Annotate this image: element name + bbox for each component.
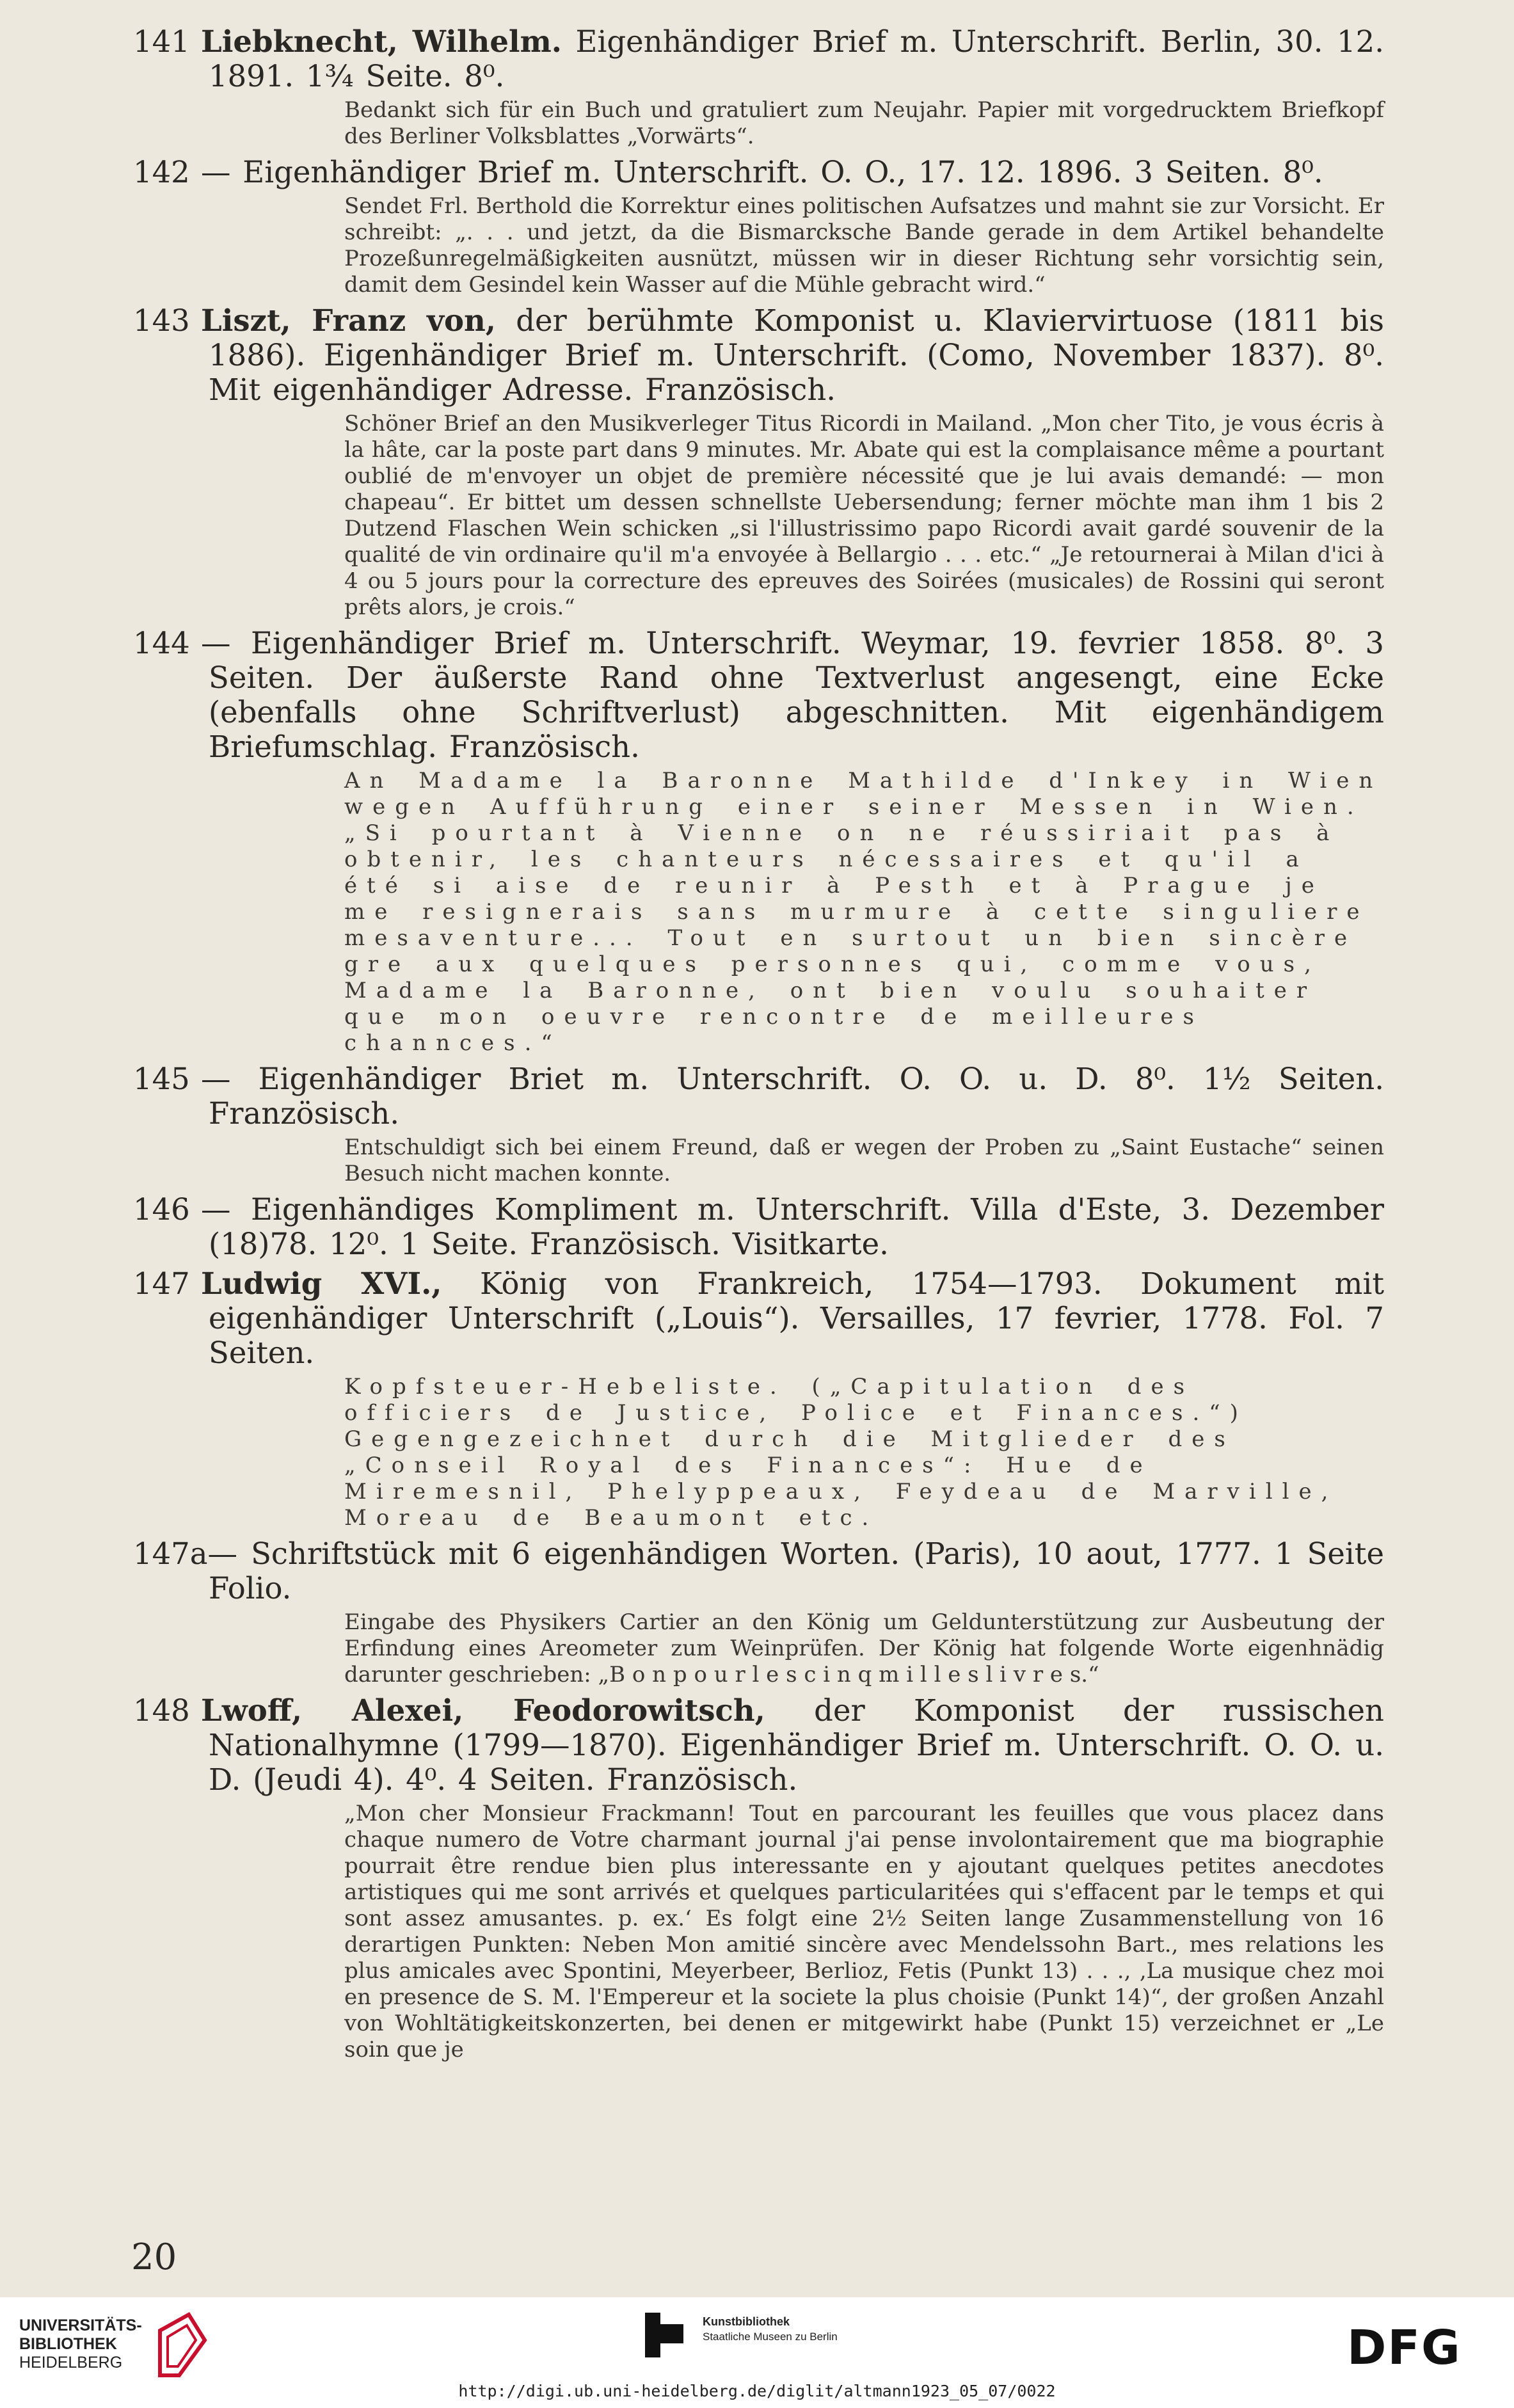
entry-number: 148 xyxy=(133,1693,190,1728)
catalog-entry-143 xyxy=(133,303,1384,621)
catalog-entry-141 xyxy=(133,24,1384,150)
catalog-entry-142 xyxy=(133,155,1384,298)
catalog-entry-146 xyxy=(133,1192,1384,1261)
entry-name: Liebknecht, Wilhelm. xyxy=(201,24,562,59)
entry-name: Lwoff, Alexei, Feodorowitsch, xyxy=(201,1693,765,1728)
entry-number: 145 xyxy=(133,1062,190,1096)
entry-title: — Schriftstück mit 6 eigenhändigen Worten. (Paris), 10 aout, 1777. 1 Seite Folio. xyxy=(207,1536,1384,1606)
kunstbibliothek-logo-icon xyxy=(645,2313,683,2357)
entry-heading xyxy=(133,303,1384,407)
entry-heading xyxy=(133,1062,1384,1131)
ub-heidelberg-logo-text xyxy=(19,2316,142,2372)
catalog-entry-147 xyxy=(133,1266,1384,1531)
entry-number: 142 xyxy=(133,155,190,189)
catalog-entries xyxy=(133,24,1384,2068)
entry-title: König von Frankreich, 1754—1793. Dokument mit eigenhändiger Unterschrift („Louis“). Versailles, 17 fevrier, 1778. Fol. 7 Seiten. xyxy=(209,1266,1384,1370)
entry-description: „Mon cher Monsieur Frackmann! Tout en parcourant les feuilles que vous placez dans chaque numero de Votre charmant journal j'ai pense involontairement que ma biographie pourrait être rendue bien plus interessante en y ajoutant quelques petites anecdotes artistiques qui me sont arrivés et quelques particularitées qui s'effacent par le temps et qui sont assez amusantes. p. ex.‘ Es folgt eine 2½ Seiten lange Zusammenstellung von 16 derartigen Punkten: Neben Mon amitié sincère avec Mendelssohn Bart., mes relations les plus amicales avec Spontini, Meyerbeer, Berlioz, Fetis (Punkt 13) . . ., ‚La musique chez moi en presence de S. M. l'Empereur et la societe la plus choisie (Punkt 14)“, der großen Anzahl von Wohltätigkeitskonzerten, bei denen er mitgewirkt habe (Punkt 15) verzeichnet er „Le soin que je xyxy=(344,1801,1384,2062)
entry-name: Liszt, Franz von, xyxy=(201,303,496,338)
entry-heading xyxy=(133,1693,1384,1797)
entry-title: — Eigenhändiger Brief m. Unterschrift. Weymar, 19. fevrier 1858. 8⁰. 3 Seiten. Der äußerste Rand ohne Textverlust angesengt, eine Ecke (ebenfalls ohne Schriftverlust) abgeschnitten. Mit eigenhändigem Briefumschlag. Französisch. xyxy=(201,626,1384,764)
entry-description: Bedankt sich für ein Buch und gratuliert zum Neujahr. Papier mit vorgedrucktem Briefkopf des Berliner Volksblattes „Vorwärts“. xyxy=(344,97,1384,149)
source-url[interactable]: http://digi.ub.uni-heidelberg.de/diglit/altmann1923_05_07/0022 xyxy=(458,2382,1056,2400)
entry-description: Eingabe des Physikers Cartier an den König um Geldunterstützung zur Ausbeutung der Erfindung eines Areometer zum Weinprüfen. Der König hat folgende Worte eigenhnädig darunter geschrieben: „B o n p o u r l e s c i n q m i l l e s l i v r e s.“ xyxy=(344,1609,1384,1687)
entry-number: 147 xyxy=(133,1266,190,1301)
entry-title: der berühmte Komponist u. Klaviervirtuose (1811 bis 1886). Eigenhändiger Brief m. Unterschrift. (Como, November 1837). 8⁰. Mit eigenhändiger Adresse. Französisch. xyxy=(209,303,1384,407)
digitization-footer xyxy=(0,2297,1514,2408)
entry-heading xyxy=(133,24,1384,93)
kb-line-1: Kunstbibliothek xyxy=(703,2315,790,2328)
entry-title: der Komponist der russischen Nationalhymne (1799—1870). Eigenhändiger Brief m. Unterschrift. O. O. u. D. (Jeudi 4). 4⁰. 4 Seiten. Französisch. xyxy=(209,1693,1384,1797)
catalog-entry-145 xyxy=(133,1062,1384,1187)
page-number: 20 xyxy=(131,2237,177,2278)
entry-description: Entschuldigt sich bei einem Freund, daß er wegen der Proben zu „Saint Eustache“ seinen Besuch nicht machen konnte. xyxy=(344,1135,1384,1186)
entry-number: 144 xyxy=(133,626,190,660)
ub-line-3: HEIDELBERG xyxy=(19,2354,123,2372)
entry-heading xyxy=(133,626,1384,764)
catalog-entry-148 xyxy=(133,1693,1384,2063)
catalog-entry-147a xyxy=(133,1536,1384,1688)
entry-name: Ludwig XVI., xyxy=(201,1266,442,1301)
entry-heading xyxy=(133,1536,1384,1606)
entry-number: 141 xyxy=(133,24,190,59)
kb-line-2: Staatliche Museen zu Berlin xyxy=(703,2331,838,2343)
entry-heading xyxy=(133,1266,1384,1370)
entry-description: Sendet Frl. Berthold die Korrektur eines politischen Aufsatzes und mahnt sie zur Vorsicht. Er schreibt: „. . . und jetzt, da die Bismarcksche Bande gerade in dem Artikel behandelte Prozeßunregelmäßigkeiten ausnützt, müssen wir in dieser Richtung sehr vorsichtig sein, damit dem Gesindel kein Wasser auf die Mühle gebracht wird.“ xyxy=(344,193,1384,298)
ub-line-1: UNIVERSITÄTS- xyxy=(19,2316,142,2334)
entry-description: An Madame la Baronne Mathilde d'Inkey in Wien wegen Aufführung einer seiner Messen in Wien. „Si pourtant à Vienne on ne réussiriait pas à obtenir, les chanteurs nécessaires et qu'il a été si aise de reunir à Pesth et à Prague je me resignerais sans murmure à cette singuliere mesaventure... Tout en surtout un bien sincère gre aux quelques personnes qui, comme vous, Madame la Baronne, ont bien voulu souhaiter que mon oeuvre rencontre de meilleures channces.“ xyxy=(344,768,1383,1056)
entry-description: Kopfsteuer-Hebeliste. („Capitulation des officiers de Justice, Police et Finances.“) Gegengezeichnet durch die Mitglieder des „Conseil Royal des Finances“: Hue de Miremesnil, Phelyppeaux, Feydeau de Marville, Moreau de Beaumont etc. xyxy=(344,1374,1338,1531)
entry-heading xyxy=(133,1192,1384,1261)
entry-title: — Eigenhändiger Brief m. Unterschrift. O. O., 17. 12. 1896. 3 Seiten. 8⁰. xyxy=(201,155,1323,189)
ub-heidelberg-logo-icon xyxy=(154,2311,211,2382)
catalog-entry-144 xyxy=(133,626,1384,1056)
ub-line-2: BIBLIOTHEK xyxy=(19,2335,117,2353)
entry-title: — Eigenhändiges Kompliment m. Unterschrift. Villa d'Este, 3. Dezember (18)78. 12⁰. 1 Seite. Französisch. Visitkarte. xyxy=(201,1192,1384,1261)
entry-number: 146 xyxy=(133,1192,190,1227)
entry-description: Schöner Brief an den Musikverleger Titus Ricordi in Mailand. „Mon cher Tito, je vous écris à la hâte, car la poste part dans 9 minutes. Mr. Abate qui est la complaisance même a pourtant oublié de m'envoyer un objet de première nécessité que je lui avais demandé: — mon chapeau“. Er bittet um dessen schnellste Uebersendung; ferner möchte man ihm 1 bis 2 Dutzend Flaschen Wein schicken „si l'illustrissimo papo Ricordi avait gardé souvenir de la qualité de vin ordinaire qu'il m'a envoyée à Bellargio . . . etc.“ „Je retournerai à Milan d'ici à 4 ou 5 jours pour la correcture des epreuves des Soirées (musicales) de Rossini qui seront prêts alors, je crois.“ xyxy=(344,411,1384,620)
entry-title: Eigenhändiger Brief m. Unterschrift. Berlin, 30. 12. 1891. 1¾ Seite. 8⁰. xyxy=(209,24,1385,93)
kunstbibliothek-logo-text xyxy=(703,2314,838,2345)
entry-heading xyxy=(133,155,1384,189)
entry-number: 147a xyxy=(133,1536,208,1571)
dfg-logo: DFG xyxy=(1347,2320,1462,2375)
entry-title: — Eigenhändiger Briet m. Unterschrift. O. O. u. D. 8⁰. 1½ Seiten. Französisch. xyxy=(201,1062,1384,1131)
entry-number: 143 xyxy=(133,303,190,338)
